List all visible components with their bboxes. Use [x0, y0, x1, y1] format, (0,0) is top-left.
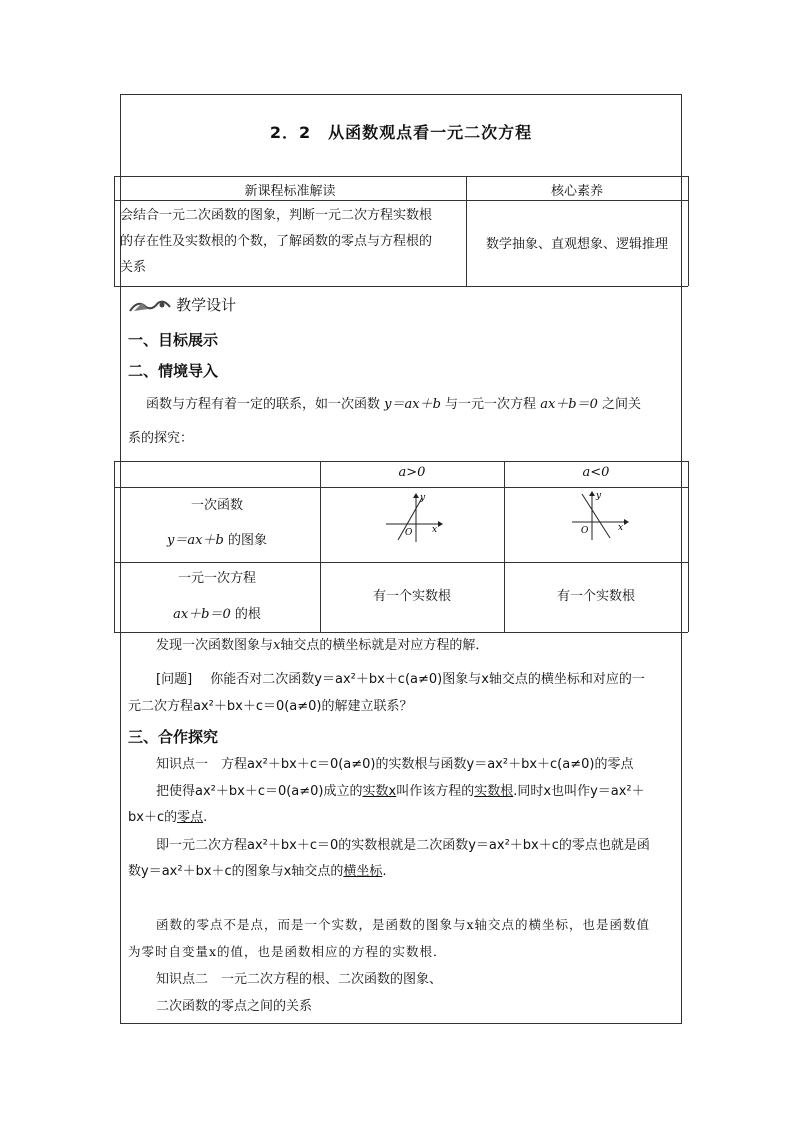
kp1-para1-line2 [128, 808, 207, 828]
note-line-1: 函数的零点不是点，而是一个实数，是函数的图象与x轴交点的横坐标，也是函数值 [156, 917, 651, 932]
kp1-p1-text-a: 把使得ax²＋bx＋c＝0(a≠0)成立的 [156, 784, 363, 799]
axis-label-origin: O [405, 528, 413, 538]
kp1-p1-line2-b: . [203, 810, 208, 825]
intro-line-1 [146, 395, 641, 415]
axis-label-origin: O [581, 526, 589, 536]
standards-row-left-line: 会结合一元二次函数的图象，判断一元二次方程实数根 [120, 208, 433, 223]
finding-text-b: 轴交点的横坐标就是对应方程的解． [280, 638, 489, 653]
teaching-design-icon [128, 295, 172, 315]
col-header-a-positive [320, 465, 504, 480]
question-text-1: 你能否对二次函数y＝ax²＋bx＋c(a≠0)图象与x轴交点的横坐标和对应的一 [210, 672, 645, 687]
design-label-block [128, 294, 236, 315]
kp1-p1-line2-a: bx＋c的 [128, 810, 178, 825]
intro-text-c: 之间关 [602, 397, 642, 412]
row2-label-top: 一元一次方程 [177, 571, 256, 586]
axis-label-x: x [618, 523, 624, 533]
row2-suffix: 的根 [234, 607, 261, 622]
intro-text-a: 函数与方程有着一定的联系，如一次函数 [146, 397, 381, 412]
kp1-para2-line1: 即一元二次方程ax²＋bx＋c＝0的实数根就是二次函数y＝ax²＋bx＋c的零点也就是函 [156, 838, 650, 853]
page-title: 2．2 从函数观点看一元二次方程 [269, 123, 533, 142]
kp1-para1-line1 [156, 782, 645, 802]
row1-label-bottom [114, 529, 320, 548]
intro-func: y＝ax＋b [384, 397, 441, 412]
axis-label-x: x [432, 525, 438, 535]
intro-text-b: 与一元一次方程 [445, 397, 537, 412]
row2-formula: ax＋b＝0 [173, 607, 231, 622]
standards-header-left: 新课程标准解读 [244, 184, 336, 199]
kp1-p1-underline-zero: 零点 [177, 810, 204, 825]
intro-eq: ax＋b＝0 [540, 397, 598, 412]
kp1-p1-underline-real-x: 实数x [362, 784, 397, 799]
kp1-p1-text-c: .同时x也叫作y＝ax²＋ [513, 784, 645, 799]
kp1-p1-underline-root: 实数根 [474, 784, 514, 799]
standards-row-left [120, 203, 432, 281]
axis-label-y: y [420, 493, 426, 503]
standards-row-right: 数学抽象、直观想象、逻辑推理 [485, 237, 668, 252]
question-label: [问题] [156, 672, 193, 687]
graph-negative-slope [566, 488, 636, 544]
design-label: 教学设计 [176, 296, 237, 314]
finding-text-a: 发现一次函数图象与 [156, 638, 274, 653]
kp2-line-2: 二次函数的零点之间的关系 [156, 999, 313, 1014]
finding-line [156, 636, 488, 656]
standards-row-left-line: 的存在性及实数根的个数，了解函数的零点与方程根的 [120, 234, 433, 249]
col-header-a-negative [504, 465, 688, 480]
section-heading-goals: 一、目标展示 [128, 331, 219, 349]
standards-row-left-line: 关系 [120, 260, 147, 275]
kp1-p2-underline-abscissa: 横坐标 [343, 864, 383, 879]
row2-positive-value: 有一个实数根 [372, 589, 451, 604]
axis-label-y: y [596, 491, 602, 501]
kp1-title: 知识点一 方程ax²＋bx＋c＝0(a≠0)的实数根与函数y＝ax²＋bx＋c(a≠0)的零点 [156, 757, 634, 772]
kp2-line-1: 知识点二 一元二次方程的根、二次函数的图象、 [156, 972, 443, 987]
col-header-a-negative-text: a<0 [582, 465, 610, 480]
kp1-para2-line2 [128, 862, 387, 882]
standards-header-right: 核心素养 [550, 184, 603, 199]
kp1-p1-text-b: 叫作该方程的 [396, 784, 475, 799]
row1-suffix: 的图象 [227, 533, 267, 548]
row1-label-top: 一次函数 [190, 498, 243, 513]
row1-formula: y＝ax＋b [167, 533, 224, 548]
section-heading-explore: 三、合作探究 [128, 728, 219, 746]
question-line-2: 元二次方程ax²＋bx＋c＝0(a≠0)的解建立联系？ [128, 699, 413, 714]
row2-label-bottom [114, 603, 320, 622]
kp1-p2-line2-b: . [382, 864, 387, 879]
finding-x: x [273, 638, 281, 653]
question-line-1 [156, 670, 645, 690]
note-line-2: 为零时自变量x的值，也是函数相应的方程的实数根． [128, 944, 447, 959]
section-heading-intro: 二、情境导入 [128, 362, 219, 380]
row2-negative-value: 有一个实数根 [556, 589, 635, 604]
kp1-p2-line2-a: 数y＝ax²＋bx＋c的图象与x轴交点的 [128, 864, 344, 879]
intro-line-2: 系的探究： [128, 431, 194, 446]
col-header-a-positive-text: a>0 [398, 465, 426, 480]
graph-positive-slope [380, 490, 450, 546]
